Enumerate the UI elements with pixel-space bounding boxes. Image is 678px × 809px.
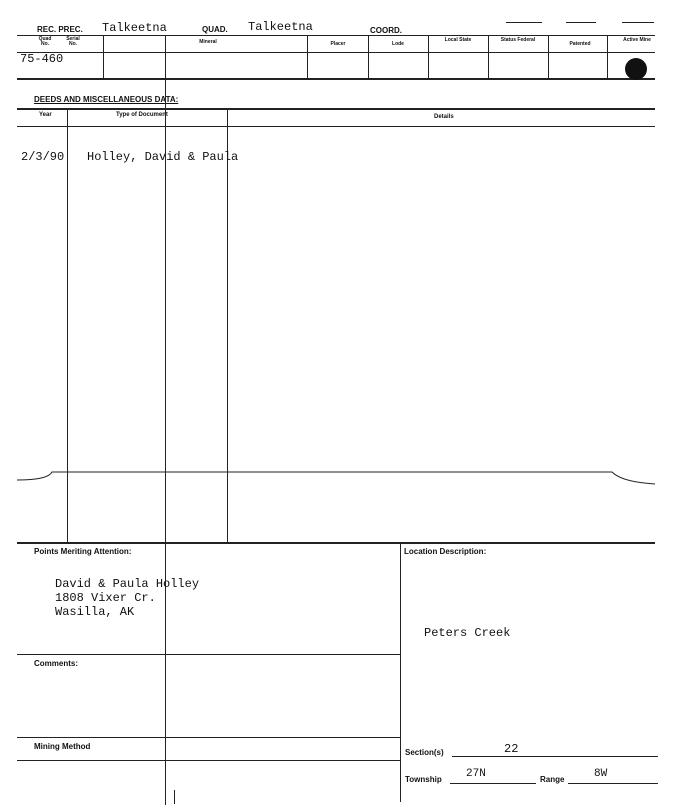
header-rule-mid (17, 52, 655, 53)
section-label: Section(s) (405, 748, 444, 757)
mining-label: Mining Method (34, 742, 91, 751)
coord-rule-3 (622, 22, 654, 23)
mining-rule-bottom (17, 760, 400, 761)
deeds-col-year: Year (39, 112, 52, 118)
header-divider-7 (607, 35, 608, 78)
page-fold-curve (0, 462, 678, 492)
range-value: 8W (594, 768, 608, 780)
points-label: Points Meriting Attention: (34, 547, 132, 556)
col-serial-no: Serial No. (66, 36, 80, 47)
header-divider-6 (548, 35, 549, 78)
coord-rule-2 (566, 22, 596, 23)
section-value: 22 (504, 742, 519, 756)
active-mine-marker (625, 58, 647, 80)
points-line-3: Wasilla, AK (55, 605, 135, 619)
range-line (568, 783, 658, 784)
deed-row-year: 2/3/90 (21, 150, 65, 164)
col-placer: Placer (330, 41, 346, 47)
col-quad-no: Quad No. (38, 36, 52, 47)
section-line (452, 756, 658, 757)
header-divider-1 (103, 35, 104, 78)
comments-rule (17, 654, 400, 655)
deeds-section-title: DEEDS AND MISCELLANEOUS DATA: (34, 95, 179, 104)
col-active-mine: Active Mine (623, 37, 651, 43)
deeds-col-details: Details (434, 114, 454, 120)
points-line-2: 1808 Vixer Cr. (55, 591, 156, 605)
col-patented: Patented (569, 41, 591, 47)
coord-rule-1 (506, 22, 542, 23)
header-divider-4 (428, 35, 429, 78)
township-line (450, 783, 536, 784)
quad-label: QUAD. (202, 25, 228, 34)
col-mineral: Mineral (199, 39, 217, 45)
township-value: 27N (466, 768, 486, 780)
deeds-rule-header (17, 126, 655, 127)
col-lode: Lode (392, 41, 404, 47)
deeds-rule-top (17, 108, 655, 110)
location-value: Peters Creek (424, 626, 511, 640)
rec-prec-value: Talkeetna (102, 21, 167, 35)
deed-row-type: Holley, David & Paula (87, 150, 239, 164)
location-divider (400, 542, 401, 802)
header-rule-bottom (17, 78, 655, 80)
col-status-federal: Status Federal (500, 37, 536, 43)
range-label: Range (540, 775, 565, 784)
mining-rule (17, 737, 400, 738)
deeds-col-type: Type of Document (116, 112, 168, 118)
points-line-1: David & Paula Holley (55, 577, 200, 591)
rec-prec-label: REC. PREC. (37, 25, 83, 34)
header-rule-top (17, 35, 655, 36)
quad-value: Talkeetna (248, 20, 313, 34)
location-label: Location Description: (404, 547, 487, 556)
header-divider-3 (368, 35, 369, 78)
col-local-state: Local State (444, 37, 472, 43)
deeds-rule-bottom (17, 542, 655, 544)
comments-label: Comments: (34, 659, 79, 668)
quad-no-value: 75-460 (20, 52, 64, 66)
township-label: Township (405, 775, 442, 784)
coord-label: COORD. (370, 26, 402, 35)
header-divider-5 (488, 35, 489, 78)
header-divider-2 (307, 35, 308, 78)
fold-line-tail (174, 790, 175, 804)
